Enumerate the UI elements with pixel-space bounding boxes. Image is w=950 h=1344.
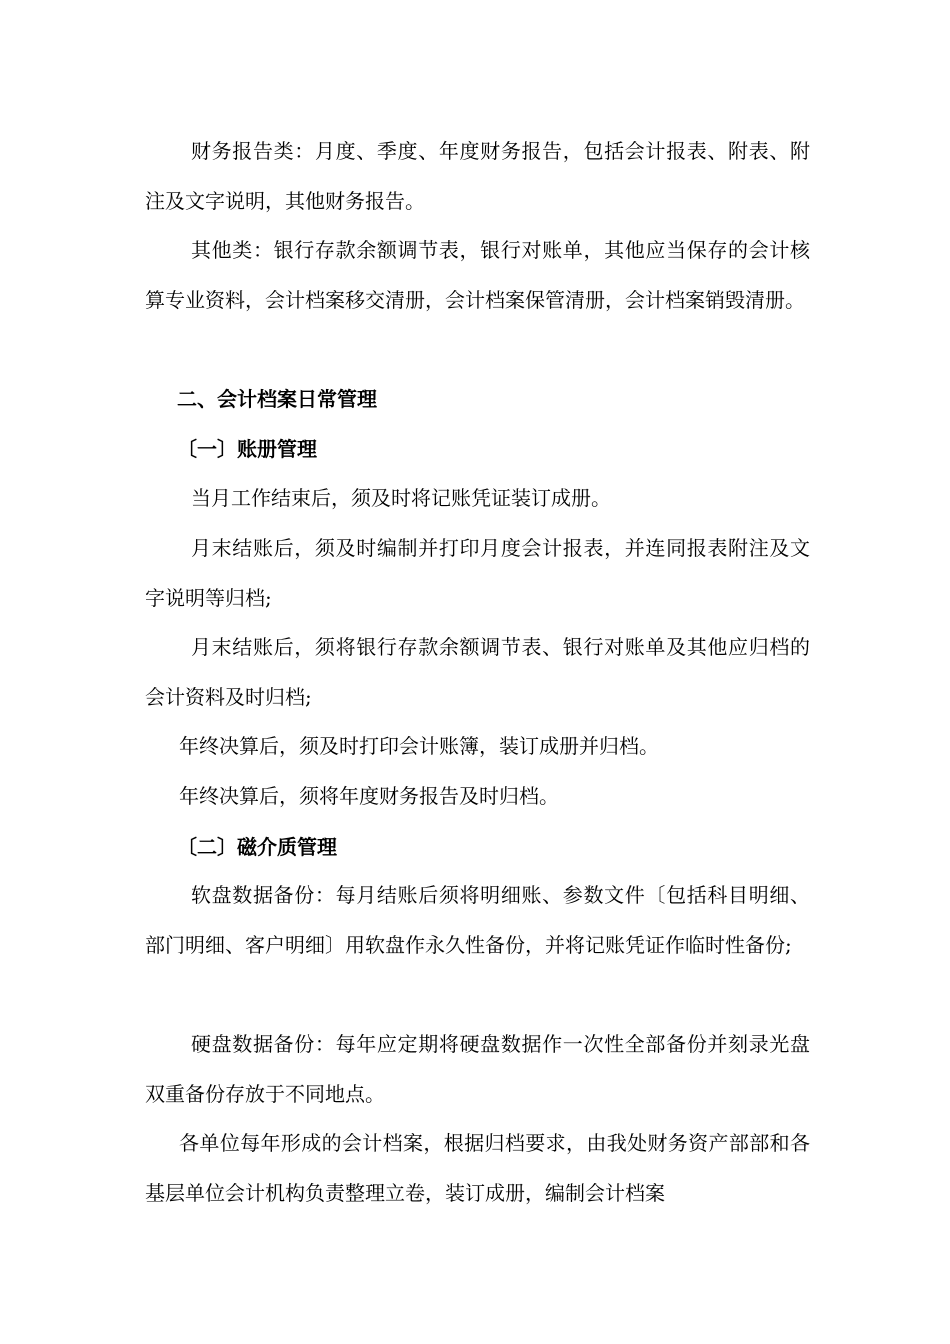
paragraph-monthly-vouchers: 当月工作结束后，须及时将记账凭证装订成册。 <box>191 486 611 510</box>
paragraph-archive-organization: 各单位每年形成的会计档案，根据归档要求，由我处财务资产部部和各基层单位会计机构负责整理立卷，装订成册，编制会计档案 <box>145 1131 810 1205</box>
section-heading-daily-management: 二、会计档案日常管理 <box>177 387 377 411</box>
paragraph-floppy-backup: 软盘数据备份：每月结账后须将明细账、参数文件〔包括科目明细、部门明细、客户明细〕用软盘作永久性备份，并将记账凭证作临时性备份; <box>145 883 810 957</box>
paragraph-financial-reports: 财务报告类：月度、季度、年度财务报告，包括会计报表、附表、附注及文字说明，其他财务报告。 <box>145 139 810 213</box>
paragraph-harddisk-backup: 硬盘数据备份：每年应定期将硬盘数据作一次性全部备份并刻录光盘双重备份存放于不同地点。 <box>145 1032 810 1106</box>
paragraph-yearend-ledgers: 年终决算后，须及时打印会计账簿，装订成册并归档。 <box>179 734 659 758</box>
paragraph-bank-reconciliation: 月末结账后，须将银行存款余额调节表、银行对账单及其他应归档的会计资料及时归档; <box>145 635 810 709</box>
paragraph-yearend-reports: 年终决算后，须将年度财务报告及时归档。 <box>179 784 559 808</box>
paragraph-monthly-reports: 月末结账后，须及时编制并打印月度会计报表，并连同报表附注及文字说明等归档; <box>145 536 810 610</box>
subsection-heading-magnetic-media: 〔二〕磁介质管理 <box>177 835 337 859</box>
subsection-heading-ledger-management: 〔一〕账册管理 <box>177 437 317 461</box>
paragraph-other-category: 其他类：银行存款余额调节表，银行对账单，其他应当保存的会计核算专业资料，会计档案移交清册，会计档案保管清册，会计档案销毁清册。 <box>145 238 810 312</box>
